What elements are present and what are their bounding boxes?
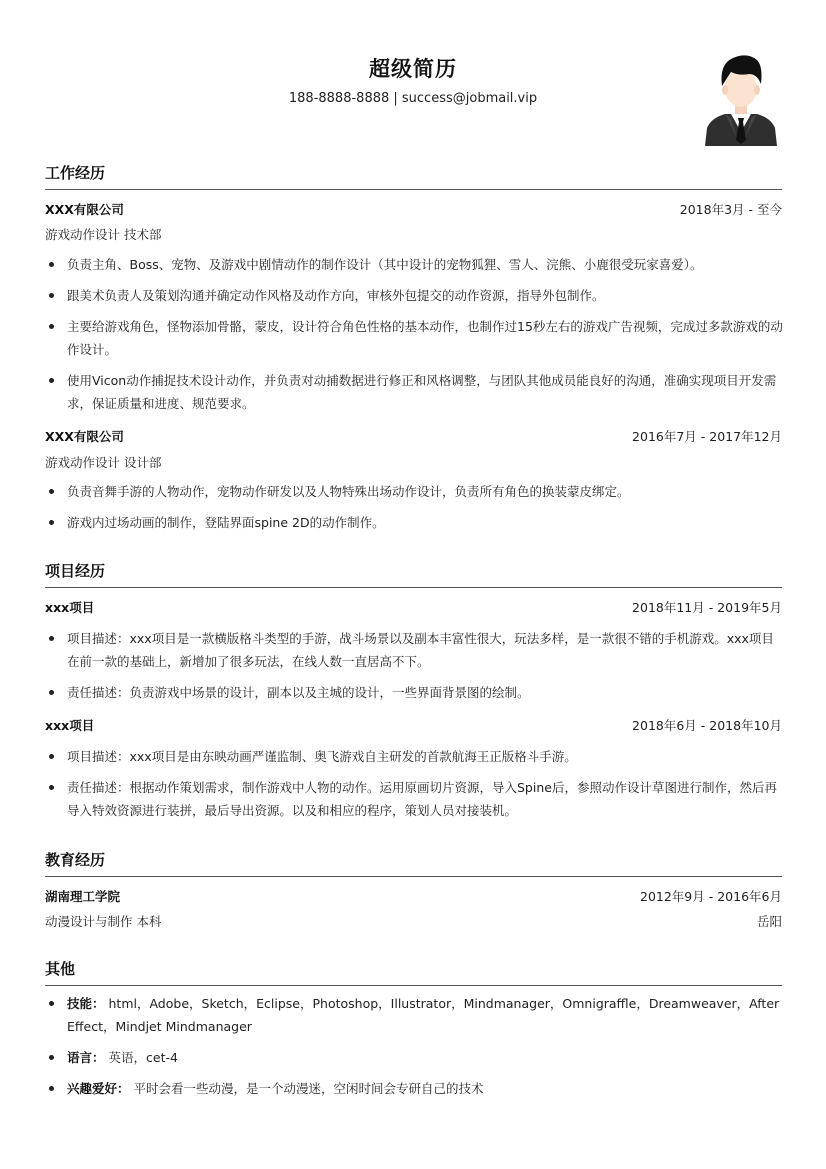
contact-info: 188-8888-8888 | success@jobmail.vip: [288, 91, 538, 106]
avatar: [703, 52, 779, 146]
hobbies-label: 兴趣爱好：: [67, 1081, 130, 1096]
list-item: 负责主角、Boss、宠物、及游戏中剧情动作的制作设计（其中设计的宠物狐狸、雪人、浣熊、小鹿很受玩家喜爱）。: [67, 253, 783, 276]
list-item: 项目描述：xxx项目是由东映动画严谨监制、奥飞游戏自主研发的首款航海王正版格斗手游。: [67, 745, 783, 768]
section-title-other: 其他: [45, 958, 782, 986]
list-item: 责任描述：根据动作策划需求，制作游戏中人物的动作。运用原画切片资源，导入Spine后，参照动作设计草图进行制作，然后再导入特效资源进行装拼，最后导出资源。以及和相应的程序，策划人员对接装机。: [67, 776, 783, 822]
project-date: 2018年11月 - 2019年5月: [632, 600, 782, 615]
hobbies-text: 平时会看一些动漫，是一个动漫迷，空闲时间会专研自己的技术: [133, 1081, 484, 1096]
skills-text: html，Adobe，Sketch，Eclipse，Photoshop，Illustrator，Mindmanager，Omnigraffle，Dreamweaver，After Effect，Mindjet Mindmanager: [67, 996, 780, 1034]
company-name: XXX有限公司: [45, 429, 124, 444]
resume-name: 超级简历: [369, 57, 457, 81]
avatar-face: [725, 69, 757, 107]
language-text: 英语，cet-4: [108, 1050, 178, 1065]
list-item: [67, 1046, 783, 1069]
section-title-work: 工作经历: [45, 162, 782, 190]
list-item: 跟美术负责人及策划沟通并确定动作风格及动作方向，审核外包提交的动作资源，指导外包制作。: [67, 284, 783, 307]
list-item: 游戏内过场动画的制作，登陆界面spine 2D的动作制作。: [67, 511, 783, 534]
company-name: XXX有限公司: [45, 202, 124, 217]
list-item: 负责音舞手游的人物动作，宠物动作研发以及人物特殊出场动作设计，负责所有角色的换装蒙皮绑定。: [67, 480, 783, 503]
section-title-projects: 项目经历: [45, 560, 782, 588]
job-role-text: 游戏动作设计 技术部: [45, 227, 162, 242]
job-role-text: 游戏动作设计 设计部: [45, 455, 162, 470]
school-name: 湖南理工学院: [45, 889, 121, 904]
school-location: 岳阳: [756, 914, 782, 929]
list-item: [67, 1077, 783, 1100]
employment-date: 2016年7月 - 2017年12月: [632, 429, 782, 444]
skills-label: 技能：: [67, 996, 105, 1011]
education-date: 2012年9月 - 2016年6月: [640, 889, 782, 904]
list-item: 责任描述：负责游戏中场景的设计，副本以及主城的设计，一些界面背景图的绘制。: [67, 681, 783, 704]
project-date: 2018年6月 - 2018年10月: [632, 718, 782, 733]
project-name: xxx项目: [45, 600, 95, 615]
list-item: 主要给游戏角色，怪物添加骨骼，蒙皮，设计符合角色性格的基本动作，也制作过15秒左右的游戏广告视频，完成过多款游戏的动作设计。: [67, 315, 783, 361]
list-item: 使用Vicon动作捕捉技术设计动作，并负责对动捕数据进行修正和风格调整，与团队其他成员能良好的沟通，准确实现项目开发需求，保证质量和进度、规范要求。: [67, 369, 783, 415]
section-title-education: 教育经历: [45, 849, 782, 877]
list-item: 项目描述：xxx项目是一款横版格斗类型的手游，战斗场景以及副本丰富性很大，玩法多样，是一款很不错的手机游戏。xxx项目在前一款的基础上，新增加了很多玩法，在线人数一直居高不下。: [67, 627, 783, 673]
list-item: [67, 992, 783, 1038]
major-degree: 动漫设计与制作 本科: [45, 914, 162, 929]
language-label: 语言：: [67, 1050, 105, 1065]
employment-date: 2018年3月 - 至今: [679, 202, 782, 217]
project-name: xxx项目: [45, 718, 95, 733]
